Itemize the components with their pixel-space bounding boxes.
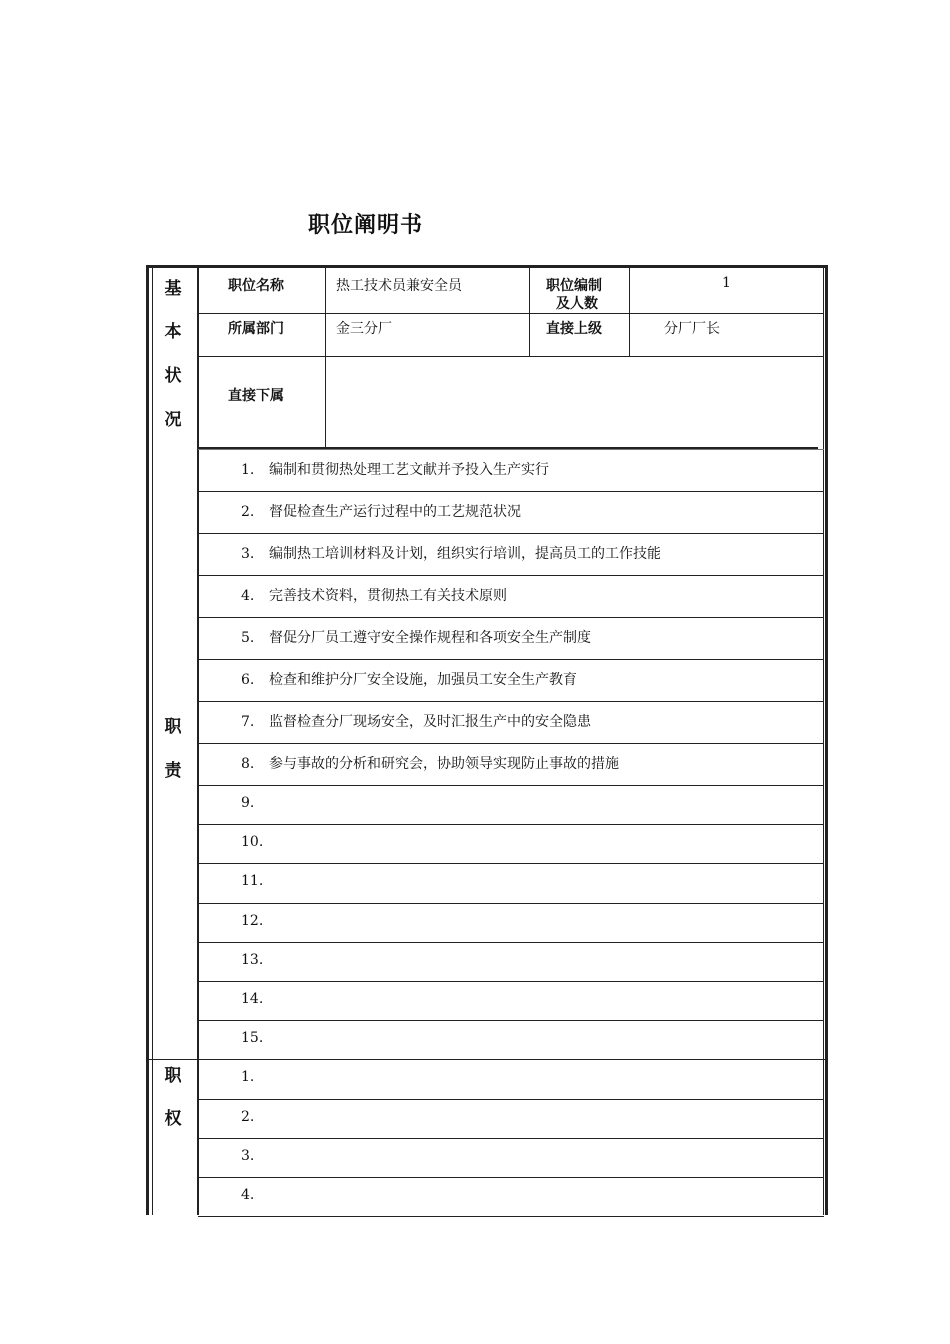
- duty-item-number: 15.: [241, 1030, 264, 1047]
- authority-row-line: [198, 1099, 824, 1100]
- duty-item-text: 检查和维护分厂安全设施，加强员工安全生产教育: [269, 672, 577, 688]
- duty-item-6: [241, 669, 577, 689]
- duty-item-text: 完善技术资料，贯彻热工有关技术原则: [269, 588, 507, 604]
- table-inner-right-line: [823, 265, 824, 1215]
- authority-row-line: [198, 1216, 824, 1217]
- duty-row-line: [198, 903, 824, 904]
- duty-item-text: 编制和贯彻热处理工艺文献并予投入生产实行: [269, 462, 549, 478]
- duty-item-text: 监督检查分厂现场安全，及时汇报生产中的安全隐患: [269, 714, 591, 730]
- duty-item-4: [241, 585, 507, 605]
- duty-item-number: 1.: [241, 462, 255, 478]
- duty-item-text: 参与事故的分析和研究会，协助领导实现防止事故的措施: [269, 756, 619, 772]
- table-inner-left-line: [152, 265, 153, 1215]
- authority-item-1: [241, 1069, 269, 1085]
- duty-item-15: [241, 1030, 269, 1046]
- duty-row-line: [198, 743, 824, 744]
- duty-item-12: [241, 913, 269, 929]
- side-label-authority-1: 职: [164, 1066, 182, 1086]
- duty-item-11: [241, 873, 269, 889]
- side-column-divider: [197, 265, 199, 1215]
- position-name-value: 热工技术员兼安全员: [336, 278, 462, 294]
- duty-item-number: 13.: [241, 951, 264, 968]
- authority-item-3: [241, 1148, 269, 1164]
- side-label-duties-1: 职: [164, 717, 182, 737]
- duty-row-line: [198, 981, 824, 982]
- basic-col-line-3: [629, 268, 630, 356]
- duty-item-number: 4.: [241, 588, 255, 604]
- duty-row-line: [198, 1020, 824, 1021]
- duty-item-text: 督促分厂员工遵守安全操作规程和各项安全生产制度: [269, 630, 591, 646]
- duty-item-7: [241, 711, 591, 731]
- headcount-label-line2: 及人数: [556, 296, 598, 312]
- duty-row-line: [198, 824, 824, 825]
- subordinate-label: 直接下属: [228, 388, 284, 404]
- duty-row-line: [198, 533, 824, 534]
- basic-row-line-1: [198, 313, 824, 314]
- department-value: 金三分厂: [336, 321, 392, 337]
- side-label-authority-2: 权: [164, 1109, 182, 1129]
- duty-item-1: [241, 459, 549, 479]
- duty-item-text: 督促检查生产运行过程中的工艺规范状况: [269, 504, 521, 520]
- superior-label: 直接上级: [546, 321, 602, 337]
- duty-row-line: [198, 942, 824, 943]
- table-border-right: [825, 265, 828, 1215]
- duty-item-9: [241, 795, 269, 811]
- duty-item-number: 5.: [241, 630, 255, 646]
- superior-value: 分厂厂长: [664, 321, 720, 337]
- basic-row-line-2: [198, 356, 824, 357]
- duty-row-line: [198, 659, 824, 660]
- side-label-basic-4: 况: [164, 410, 182, 430]
- basic-col-line-1: [325, 268, 326, 448]
- duty-item-number: 9.: [241, 795, 255, 811]
- duty-row-line: [198, 863, 824, 864]
- duty-item-number: 14.: [241, 991, 264, 1007]
- duty-item-number: 6.: [241, 672, 255, 688]
- job-description-table: [146, 265, 828, 1215]
- department-label: 所属部门: [228, 321, 284, 337]
- authority-item-number: 4.: [241, 1187, 255, 1203]
- duty-item-13: [241, 952, 269, 968]
- duty-item-number: 8.: [241, 756, 255, 772]
- duty-item-14: [241, 991, 269, 1007]
- duty-item-3: [241, 543, 661, 563]
- duty-item-number: 12.: [241, 912, 264, 929]
- duty-row-line: [198, 575, 824, 576]
- authority-item-number: 3.: [241, 1147, 255, 1164]
- duty-item-number: 7.: [241, 714, 255, 730]
- headcount-label-line1: 职位编制: [546, 278, 602, 294]
- side-label-basic-1: 基: [164, 279, 182, 299]
- duty-row-line: [198, 617, 824, 618]
- basic-col-line-2: [529, 268, 530, 356]
- table-border-left: [146, 265, 149, 1215]
- duty-item-10: [241, 834, 269, 850]
- duty-item-2: [241, 501, 521, 521]
- duty-row-line: [198, 491, 824, 492]
- duties-section-bottom-line: [149, 1059, 825, 1060]
- side-label-basic-3: 状: [164, 366, 182, 386]
- duty-item-number: 2.: [241, 504, 255, 520]
- authority-item-2: [241, 1109, 269, 1125]
- duty-row-line: [198, 701, 824, 702]
- authority-item-number: 1.: [241, 1069, 255, 1086]
- duty-item-text: 编制热工培训材料及计划，组织实行培训，提高员工的工作技能: [269, 546, 661, 562]
- authority-item-4: [241, 1187, 269, 1203]
- duty-item-8: [241, 753, 619, 773]
- side-label-basic-2: 本: [164, 322, 182, 342]
- side-label-duties-2: 责: [164, 761, 182, 781]
- table-border-top: [146, 265, 828, 268]
- duty-row-line: [198, 785, 824, 786]
- authority-row-line: [198, 1138, 824, 1139]
- duty-item-5: [241, 627, 591, 647]
- basic-section-bottom-line-2: [198, 449, 824, 450]
- position-name-label: 职位名称: [228, 278, 284, 294]
- duty-item-number: 11.: [241, 873, 264, 890]
- authority-row-line: [198, 1177, 824, 1178]
- authority-item-number: 2.: [241, 1108, 255, 1125]
- headcount-value: 1: [722, 275, 731, 291]
- document-title: 职位阐明书: [308, 213, 424, 238]
- duty-item-number: 10.: [241, 834, 264, 851]
- duty-item-number: 3.: [241, 546, 255, 562]
